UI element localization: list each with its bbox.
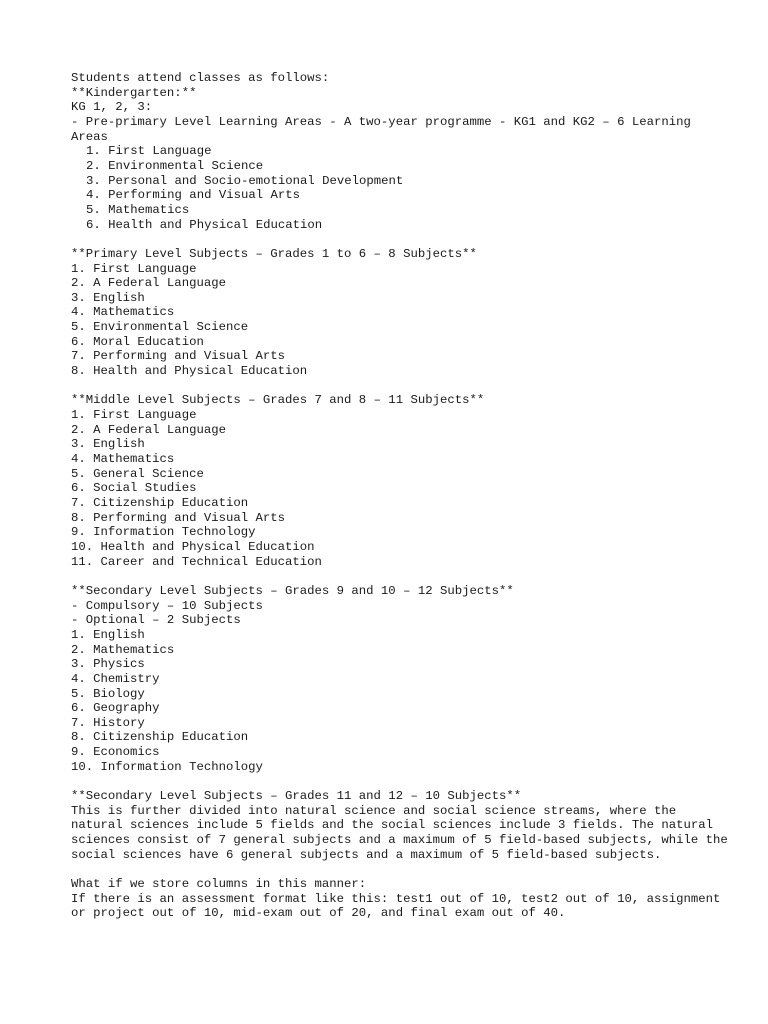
list-item: 10. Health and Physical Education [71, 539, 315, 554]
compulsory-note: - Compulsory – 10 Subjects [71, 598, 263, 613]
list-item: 6. Moral Education [71, 334, 204, 349]
list-item: 7. History [71, 715, 145, 730]
list-item: 7. Performing and Visual Arts [71, 349, 286, 364]
intro-text: Students attend classes as follows: [71, 71, 330, 85]
list-item: 3. Personal and Socio-emotional Development [86, 173, 404, 188]
list-item: 5. Mathematics [86, 202, 190, 217]
secondary-9-10-heading: **Secondary Level Subjects – Grades 9 and 10 – 12 Subjects** [71, 583, 514, 598]
list-item: 4. Chemistry [71, 671, 160, 686]
list-item: 1. English [71, 627, 145, 642]
list-item: 11. Career and Technical Education [71, 554, 322, 569]
kindergarten-heading: **Kindergarten:** [71, 85, 197, 100]
list-item: 1. First Language [71, 408, 197, 423]
list-item: 2. Environmental Science [86, 158, 264, 173]
list-item: 6. Geography [71, 701, 160, 716]
paragraph-gap [71, 232, 731, 247]
kindergarten-levels: KG 1, 2, 3: [71, 100, 153, 115]
list-item: 3. English [71, 437, 145, 452]
list-item: 4. Mathematics [71, 305, 175, 320]
paragraph-gap [71, 774, 731, 789]
secondary-11-12-paragraph: This is further divided into natural science and social science streams, where the natural sciences include 5 fields and the social sciences include 3 fields. The natural sciences consist of 7 general subjects and a maximum of 5 field-based subjects, while the social sciences have 6 general subjects and a maximum of 5 field-based subjects. [71, 803, 736, 862]
list-item: 9. Economics [71, 745, 160, 760]
list-item: 8. Performing and Visual Arts [71, 510, 286, 525]
question-line-2: If there is an assessment format like this: test1 out of 10, test2 out of 10, assignment or project out of 10, mid-exam out of 20, and final exam out of 40. [71, 891, 728, 921]
list-item: 6. Health and Physical Education [86, 217, 323, 232]
list-item: 2. A Federal Language [71, 422, 226, 437]
primary-heading: **Primary Level Subjects – Grades 1 to 6 – 8 Subjects** [71, 246, 477, 261]
middle-list [71, 408, 731, 569]
list-item: 5. Biology [71, 686, 145, 701]
secondary-11-12-heading: **Secondary Level Subjects – Grades 11 and 12 – 10 Subjects** [71, 789, 522, 804]
primary-list [71, 262, 731, 379]
list-item: 2. A Federal Language [71, 276, 226, 291]
question-line-1: What if we store columns in this manner: [71, 877, 367, 892]
kindergarten-list [71, 144, 731, 232]
secondary-9-10-list [71, 628, 731, 775]
kindergarten-description: - Pre-primary Level Learning Areas - A two-year programme - KG1 and KG2 – 6 Learning Areas [71, 114, 699, 144]
list-item: 8. Health and Physical Education [71, 364, 308, 379]
list-item: 1. First Language [71, 261, 197, 276]
optional-note: - Optional – 2 Subjects [71, 613, 241, 628]
list-item: 10. Information Technology [71, 759, 263, 774]
document-page [71, 71, 736, 921]
paragraph-gap [71, 379, 731, 394]
list-item: 5. Environmental Science [71, 320, 249, 335]
list-item: 8. Citizenship Education [71, 730, 249, 745]
list-item: 9. Information Technology [71, 525, 256, 540]
list-item: 5. General Science [71, 466, 204, 481]
list-item: 7. Citizenship Education [71, 496, 249, 510]
list-item: 3. English [71, 290, 145, 305]
list-item: 1. First Language [86, 144, 212, 159]
list-item: 6. Social Studies [71, 481, 197, 496]
list-item: 2. Mathematics [71, 642, 175, 657]
list-item: 4. Mathematics [71, 452, 175, 467]
list-item: 3. Physics [71, 657, 145, 672]
paragraph-gap [71, 862, 731, 877]
paragraph-gap [71, 569, 731, 584]
list-item: 4. Performing and Visual Arts [86, 188, 301, 203]
middle-heading: **Middle Level Subjects – Grades 7 and 8 – 11 Subjects** [71, 393, 485, 408]
